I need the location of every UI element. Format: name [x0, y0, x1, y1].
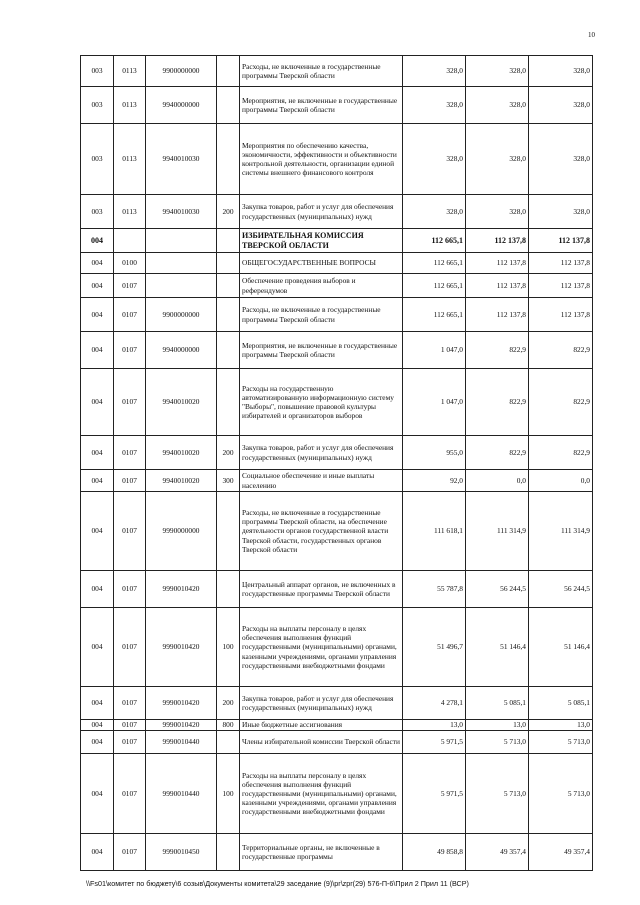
dept-code-cell: 003: [81, 87, 114, 124]
amount-year2-cell: 56 244,5: [466, 571, 529, 608]
amount-year3-cell: 328,0: [529, 195, 593, 229]
dept-code-cell: 004: [81, 253, 114, 274]
amount-year3-cell: 5 085,1: [529, 687, 593, 720]
dept-code-cell: 004: [81, 731, 114, 754]
target-article-cell: [146, 253, 217, 274]
expense-type-cell: [217, 274, 240, 298]
amount-year1-cell: 49 858,8: [403, 834, 466, 871]
section-code-cell: 0107: [114, 436, 146, 470]
target-article-cell: 9940000000: [146, 87, 217, 124]
amount-year1-cell: 112 665,1: [403, 253, 466, 274]
section-code-cell: 0107: [114, 470, 146, 492]
table-row: [81, 720, 593, 731]
section-code-cell: 0107: [114, 369, 146, 436]
section-code-cell: 0107: [114, 720, 146, 731]
table-row: [81, 369, 593, 436]
dept-code-cell: 004: [81, 492, 114, 571]
item-name-cell: Центральный аппарат органов, не включенных в государственные программы Тверской области: [240, 571, 403, 608]
section-code-cell: 0113: [114, 124, 146, 195]
amount-year3-cell: 112 137,8: [529, 298, 593, 332]
table-row: [81, 436, 593, 470]
expense-type-cell: 100: [217, 754, 240, 834]
amount-year2-cell: 112 137,8: [466, 298, 529, 332]
item-name-cell: Мероприятия, не включенные в государственные программы Тверской области: [240, 332, 403, 369]
amount-year1-cell: 1 047,0: [403, 332, 466, 369]
section-code-cell: 0107: [114, 687, 146, 720]
dept-code-cell: 004: [81, 436, 114, 470]
amount-year1-cell: 955,0: [403, 436, 466, 470]
table-row: [81, 754, 593, 834]
amount-year3-cell: 328,0: [529, 87, 593, 124]
target-article-cell: [146, 274, 217, 298]
amount-year2-cell: 5 085,1: [466, 687, 529, 720]
section-code-cell: [114, 229, 146, 253]
expense-type-cell: 200: [217, 436, 240, 470]
expense-type-cell: [217, 332, 240, 369]
expense-type-cell: [217, 56, 240, 87]
section-code-cell: 0113: [114, 195, 146, 229]
item-name-cell: Закупка товаров, работ и услуг для обеспечения государственных (муниципальных) нужд: [240, 687, 403, 720]
amount-year3-cell: 822,9: [529, 436, 593, 470]
item-name-cell: Территориальные органы, не включенные в государственные программы: [240, 834, 403, 871]
table-row: [81, 687, 593, 720]
amount-year2-cell: 112 137,8: [466, 253, 529, 274]
table-row: [81, 253, 593, 274]
amount-year3-cell: 822,9: [529, 369, 593, 436]
target-article-cell: 9900000000: [146, 56, 217, 87]
target-article-cell: 9990010420: [146, 720, 217, 731]
budget-table: [80, 55, 593, 871]
table-row: [81, 492, 593, 571]
amount-year3-cell: 13,0: [529, 720, 593, 731]
section-code-cell: 0107: [114, 754, 146, 834]
amount-year3-cell: 0,0: [529, 470, 593, 492]
section-code-cell: 0107: [114, 332, 146, 369]
section-code-cell: 0107: [114, 731, 146, 754]
table-row: [81, 195, 593, 229]
amount-year3-cell: 111 314,9: [529, 492, 593, 571]
amount-year2-cell: 51 146,4: [466, 608, 529, 687]
amount-year1-cell: 328,0: [403, 124, 466, 195]
amount-year3-cell: 328,0: [529, 56, 593, 87]
amount-year2-cell: 112 137,8: [466, 274, 529, 298]
amount-year3-cell: 112 137,8: [529, 229, 593, 253]
item-name-cell: Расходы на выплаты персоналу в целях обеспечения выполнения функций государственными (муниципальными) органами, казенными учреждениями, органами управления государственными внебюджетными фондами: [240, 754, 403, 834]
dept-code-cell: 004: [81, 608, 114, 687]
table-row: [81, 332, 593, 369]
amount-year1-cell: 111 618,1: [403, 492, 466, 571]
target-article-cell: 9990010420: [146, 687, 217, 720]
amount-year3-cell: 56 244,5: [529, 571, 593, 608]
expense-type-cell: [217, 229, 240, 253]
item-name-cell: Закупка товаров, работ и услуг для обеспечения государственных (муниципальных) нужд: [240, 195, 403, 229]
table-row: [81, 229, 593, 253]
item-name-cell: Расходы, не включенные в государственные программы Тверской области, на обеспечение деятельности органов государственной власти Тверской области, государственных органов Тверской области: [240, 492, 403, 571]
item-name-cell: Расходы, не включенные в государственные программы Тверской области: [240, 56, 403, 87]
amount-year1-cell: 13,0: [403, 720, 466, 731]
dept-code-cell: 003: [81, 195, 114, 229]
expense-type-cell: 200: [217, 195, 240, 229]
dept-code-cell: 004: [81, 571, 114, 608]
target-article-cell: 9990010440: [146, 754, 217, 834]
item-name-cell: Расходы на государственную автоматизированную информационную систему "Выборы", повышение правовой культуры избирателей и организаторов выборов: [240, 369, 403, 436]
dept-code-cell: 004: [81, 687, 114, 720]
table-row: [81, 571, 593, 608]
expense-type-cell: 100: [217, 608, 240, 687]
expense-type-cell: [217, 834, 240, 871]
amount-year1-cell: 112 665,1: [403, 274, 466, 298]
target-article-cell: 9990010450: [146, 834, 217, 871]
item-name-cell: Социальное обеспечение и иные выплаты населению: [240, 470, 403, 492]
amount-year1-cell: 328,0: [403, 87, 466, 124]
dept-code-cell: 004: [81, 754, 114, 834]
target-article-cell: 9940010030: [146, 124, 217, 195]
amount-year1-cell: 4 278,1: [403, 687, 466, 720]
section-code-cell: 0107: [114, 571, 146, 608]
amount-year1-cell: 5 971,5: [403, 731, 466, 754]
table-row: [81, 608, 593, 687]
item-name-cell: Закупка товаров, работ и услуг для обеспечения государственных (муниципальных) нужд: [240, 436, 403, 470]
amount-year1-cell: 112 665,1: [403, 229, 466, 253]
amount-year2-cell: 5 713,0: [466, 731, 529, 754]
section-code-cell: 0107: [114, 492, 146, 571]
page-number: 10: [588, 31, 595, 39]
section-code-cell: 0107: [114, 274, 146, 298]
amount-year2-cell: 111 314,9: [466, 492, 529, 571]
amount-year2-cell: 5 713,0: [466, 754, 529, 834]
table-row: [81, 56, 593, 87]
target-article-cell: 9990010420: [146, 571, 217, 608]
table-row: [81, 274, 593, 298]
section-code-cell: 0107: [114, 298, 146, 332]
dept-code-cell: 003: [81, 56, 114, 87]
item-name-cell: Иные бюджетные ассигнования: [240, 720, 403, 731]
dept-code-cell: 004: [81, 229, 114, 253]
item-name-cell: ИЗБИРАТЕЛЬНАЯ КОМИССИЯ ТВЕРСКОЙ ОБЛАСТИ: [240, 229, 403, 253]
table-row: [81, 470, 593, 492]
section-code-cell: 0107: [114, 834, 146, 871]
item-name-cell: Мероприятия по обеспечению качества, экономичности, эффективности и объективности контрольной деятельности, организации единой системы внешнего финансового контроля: [240, 124, 403, 195]
item-name-cell: Расходы на выплаты персоналу в целях обеспечения выполнения функций государственными (муниципальными) органами, казенными учреждениями, органами управления государственными внебюджетными фондами: [240, 608, 403, 687]
amount-year1-cell: 5 971,5: [403, 754, 466, 834]
amount-year2-cell: 822,9: [466, 369, 529, 436]
amount-year1-cell: 55 787,8: [403, 571, 466, 608]
target-article-cell: 9990010440: [146, 731, 217, 754]
amount-year1-cell: 92,0: [403, 470, 466, 492]
expense-type-cell: [217, 253, 240, 274]
dept-code-cell: 004: [81, 720, 114, 731]
table-row: [81, 298, 593, 332]
amount-year2-cell: 13,0: [466, 720, 529, 731]
dept-code-cell: 004: [81, 369, 114, 436]
amount-year2-cell: 328,0: [466, 124, 529, 195]
expense-type-cell: [217, 731, 240, 754]
table-row: [81, 87, 593, 124]
amount-year1-cell: 328,0: [403, 195, 466, 229]
amount-year2-cell: 0,0: [466, 470, 529, 492]
amount-year2-cell: 49 357,4: [466, 834, 529, 871]
amount-year1-cell: 51 496,7: [403, 608, 466, 687]
target-article-cell: 9940010020: [146, 369, 217, 436]
amount-year2-cell: 112 137,8: [466, 229, 529, 253]
amount-year3-cell: 5 713,0: [529, 731, 593, 754]
expense-type-cell: [217, 492, 240, 571]
item-name-cell: ОБЩЕГОСУДАРСТВЕННЫЕ ВОПРОСЫ: [240, 253, 403, 274]
target-article-cell: 9900000000: [146, 298, 217, 332]
target-article-cell: [146, 229, 217, 253]
expense-type-cell: [217, 298, 240, 332]
item-name-cell: Члены избирательной комиссии Тверской области: [240, 731, 403, 754]
item-name-cell: Мероприятия, не включенные в государственные программы Тверской области: [240, 87, 403, 124]
expense-type-cell: [217, 87, 240, 124]
amount-year3-cell: 51 146,4: [529, 608, 593, 687]
amount-year3-cell: 822,9: [529, 332, 593, 369]
expense-type-cell: [217, 124, 240, 195]
item-name-cell: Расходы, не включенные в государственные программы Тверской области: [240, 298, 403, 332]
amount-year3-cell: 112 137,8: [529, 274, 593, 298]
expense-type-cell: [217, 571, 240, 608]
amount-year3-cell: 112 137,8: [529, 253, 593, 274]
amount-year2-cell: 328,0: [466, 87, 529, 124]
item-name-cell: Обеспечение проведения выборов и референдумов: [240, 274, 403, 298]
amount-year3-cell: 328,0: [529, 124, 593, 195]
amount-year1-cell: 1 047,0: [403, 369, 466, 436]
file-path-footer: \\Fs01\комитет по бюджету\6 созыв\Документы комитета\29 заседание (9)\pr\zpr(29) 576-П-6\Прил 2 Прил 11 (ВСР): [86, 879, 469, 888]
target-article-cell: 9940010030: [146, 195, 217, 229]
amount-year2-cell: 822,9: [466, 436, 529, 470]
expense-type-cell: 200: [217, 687, 240, 720]
table-row: [81, 124, 593, 195]
amount-year2-cell: 328,0: [466, 56, 529, 87]
section-code-cell: 0113: [114, 87, 146, 124]
target-article-cell: 9940010020: [146, 470, 217, 492]
dept-code-cell: 004: [81, 834, 114, 871]
dept-code-cell: 003: [81, 124, 114, 195]
target-article-cell: 9940010020: [146, 436, 217, 470]
amount-year3-cell: 5 713,0: [529, 754, 593, 834]
amount-year2-cell: 328,0: [466, 195, 529, 229]
amount-year2-cell: 822,9: [466, 332, 529, 369]
table-row: [81, 731, 593, 754]
table-row: [81, 834, 593, 871]
amount-year1-cell: 112 665,1: [403, 298, 466, 332]
dept-code-cell: 004: [81, 470, 114, 492]
section-code-cell: 0113: [114, 56, 146, 87]
expense-type-cell: 800: [217, 720, 240, 731]
amount-year1-cell: 328,0: [403, 56, 466, 87]
target-article-cell: 9990010420: [146, 608, 217, 687]
target-article-cell: 9990000000: [146, 492, 217, 571]
section-code-cell: 0107: [114, 608, 146, 687]
amount-year3-cell: 49 357,4: [529, 834, 593, 871]
target-article-cell: 9940000000: [146, 332, 217, 369]
expense-type-cell: 300: [217, 470, 240, 492]
section-code-cell: 0100: [114, 253, 146, 274]
dept-code-cell: 004: [81, 274, 114, 298]
dept-code-cell: 004: [81, 298, 114, 332]
dept-code-cell: 004: [81, 332, 114, 369]
expense-type-cell: [217, 369, 240, 436]
